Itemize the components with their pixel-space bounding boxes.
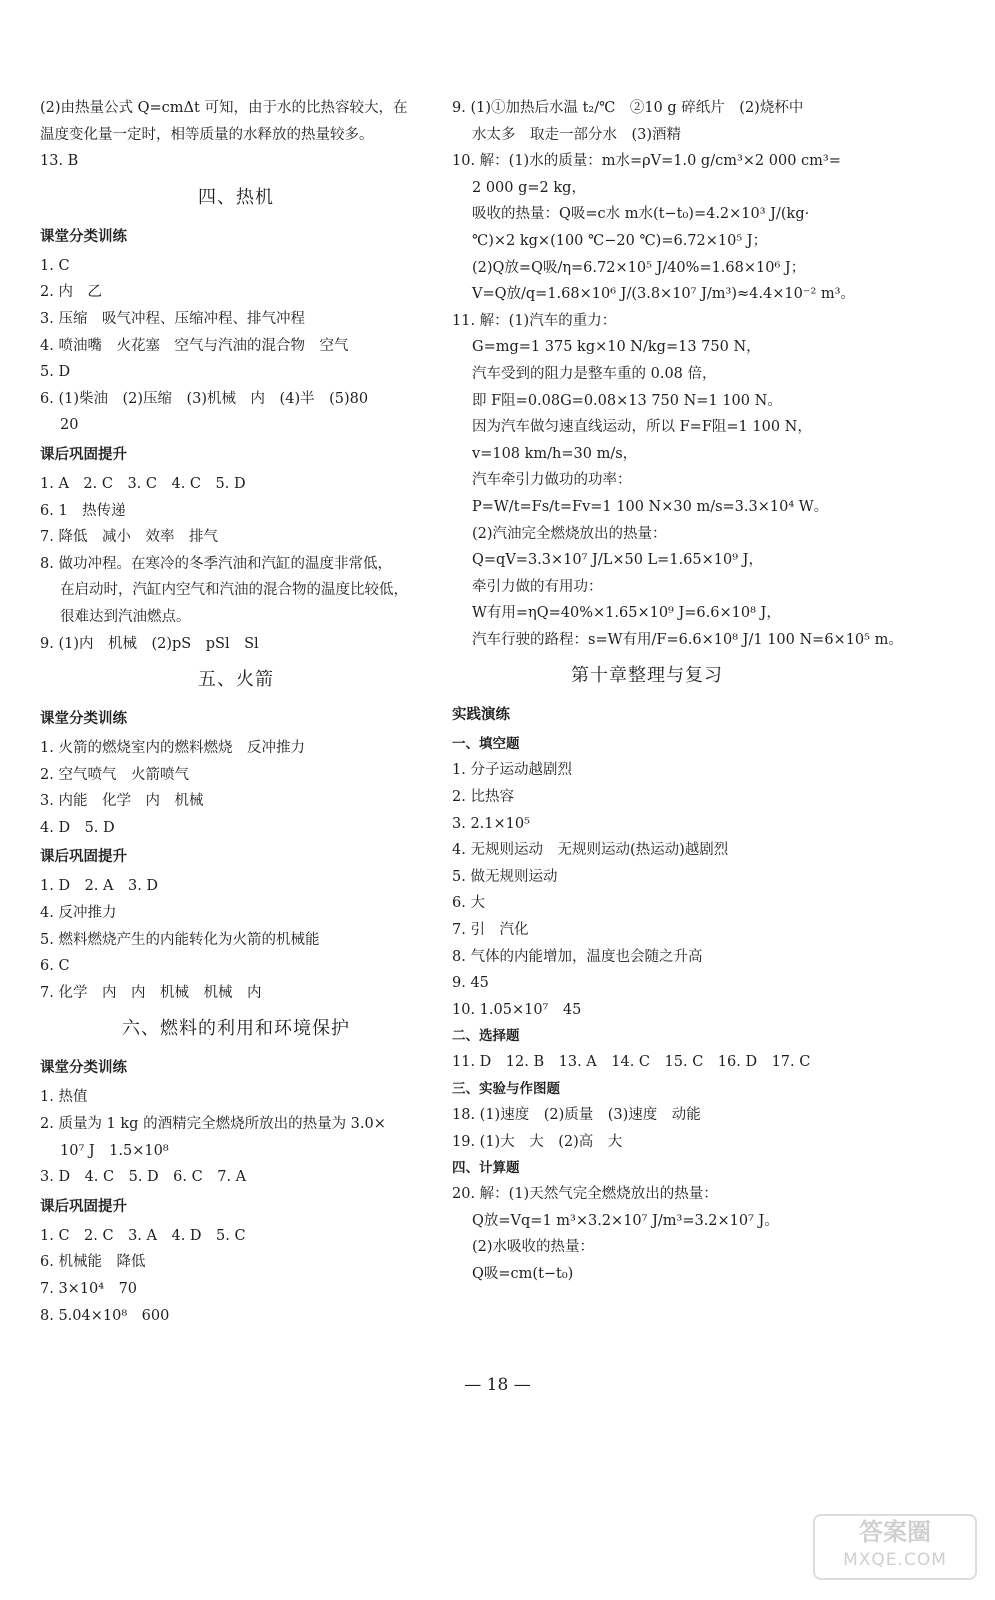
answer-line: 1. 热值 [40, 1089, 88, 1106]
answer-line: 8. 5.04×10⁸ 600 [40, 1307, 170, 1324]
answer-line: 6. 大 [452, 895, 485, 912]
answer-line: (2)由热量公式 Q=cmΔt 可知，由于水的比热容较大，在 [40, 100, 408, 116]
page-number: — 18 — [464, 1375, 531, 1395]
answer-line: 4. D 5. D [40, 819, 115, 836]
section-title: 第十章整理与复习 [571, 665, 723, 687]
answer-line: 6. C [40, 958, 70, 975]
answer-line: 2. 比热容 [452, 789, 514, 806]
answer-line-continued: V=Q放/q=1.68×10⁶ J/(3.8×10⁷ J/m³)≈4.4×10⁻² m³。 [472, 286, 855, 303]
answer-line-continued: 因为汽车做匀速直线运动，所以 F=F阻=1 100 N， [472, 419, 812, 436]
watermark-url: MXQE.COM [843, 1550, 947, 1570]
answer-line-continued: Q吸=cm(t−t₀) [472, 1265, 574, 1282]
answer-line-continued: 即 F阻=0.08G=0.08×13 750 N=1 100 N。 [472, 392, 782, 409]
subsection-title: 课堂分类训练 [40, 1060, 127, 1077]
question-group-title: 三、实验与作图题 [452, 1081, 560, 1097]
answer-line: 3. D 4. C 5. D 6. C 7. A [40, 1169, 247, 1186]
answer-line: 9. 45 [452, 975, 489, 992]
answer-line: 3. 2.1×10⁵ [452, 815, 530, 832]
answer-line: 4. 无规则运动 无规则运动(热运动)越剧烈 [452, 842, 729, 859]
answer-line-continued: 很难达到汽油燃点。 [60, 608, 191, 625]
answer-line-continued: v=108 km/h=30 m/s， [472, 445, 638, 462]
subsection-title: 课后巩固提升 [40, 446, 127, 463]
answer-line: 1. A 2. C 3. C 4. C 5. D [40, 475, 246, 492]
answer-line: 8. 气体的内能增加，温度也会随之升高 [452, 948, 703, 965]
answer-line-continued: Q放=Vq=1 m³×3.2×10⁷ J/m³=3.2×10⁷ J。 [472, 1212, 779, 1229]
answer-line-continued: Q=qV=3.3×10⁷ J/L×50 L=1.65×10⁹ J， [472, 552, 763, 569]
answer-line: 19. (1)大 大 (2)高 大 [452, 1133, 623, 1150]
subsection-title: 实践演练 [452, 707, 510, 724]
subsection-title: 课堂分类训练 [40, 228, 127, 245]
question-group-title: 一、填空题 [452, 736, 520, 753]
answer-line: 2. 质量为 1 kg 的酒精完全燃烧所放出的热量为 3.0× [40, 1116, 386, 1133]
answer-line-continued: P=W/t=Fs/t=Fv=1 100 N×30 m/s=3.3×10⁴ W。 [472, 498, 829, 515]
subsection-title: 课后巩固提升 [40, 1198, 127, 1215]
answer-line: 8. 做功冲程。在寒冷的冬季汽油和汽缸的温度非常低， [40, 555, 392, 572]
answer-line: 6. (1)柴油 (2)压缩 (3)机械 内 (4)半 (5)80 [40, 390, 369, 407]
answer-line: 10. 1.05×10⁷ 45 [452, 1001, 582, 1018]
answer-line: 6. 1 热传递 [40, 502, 126, 519]
section-title: 四、热机 [198, 186, 274, 208]
answer-line: 13. B [40, 153, 79, 170]
answer-line: 11. D 12. B 13. A 14. C 15. C 16. D 17. C [452, 1054, 811, 1071]
answer-line-continued: 汽车牵引力做功的功率： [472, 472, 632, 489]
answer-line-continued: 汽车受到的阻力是整车重的 0.08 倍， [472, 365, 717, 382]
answer-line: 9. (1)内 机械 (2)pS pSl Sl [40, 635, 259, 652]
answer-line-continued: W有用=ηQ=40%×1.65×10⁹ J=6.6×10⁸ J， [472, 605, 781, 622]
answer-line: 20. 解：(1)天然气完全燃烧放出的热量： [452, 1186, 718, 1203]
answer-line-continued: 牵引力做的有用功： [472, 578, 603, 595]
answer-line: 10. 解：(1)水的质量：m水=ρV=1.0 g/cm³×2 000 cm³= [452, 153, 841, 170]
answer-line: 5. D [40, 364, 71, 381]
answer-line: 1. D 2. A 3. D [40, 878, 159, 895]
answer-line-continued: 在启动时，汽缸内空气和汽油的混合物的温度比较低， [60, 582, 408, 599]
answer-line: 5. 做无规则运动 [452, 868, 558, 885]
answer-line: 5. 燃料燃烧产生的内能转化为火箭的机械能 [40, 931, 320, 948]
answer-line: 6. 机械能 降低 [40, 1254, 146, 1271]
answer-line: 7. 降低 减小 效率 排气 [40, 529, 218, 546]
answer-line: 2. 空气喷气 火箭喷气 [40, 766, 189, 783]
answer-line: 7. 化学 内 内 机械 机械 内 [40, 984, 262, 1001]
question-group-title: 四、计算题 [452, 1160, 520, 1177]
answer-line: 4. 反冲推力 [40, 905, 117, 922]
answer-line: 2. 内 乙 [40, 284, 102, 301]
answer-line: 1. 分子运动越剧烈 [452, 762, 572, 779]
answer-line-continued: (2)水吸收的热量： [472, 1239, 595, 1256]
subsection-title: 课后巩固提升 [40, 849, 127, 866]
watermark-text: 答案圈 [859, 1518, 931, 1546]
right-column [452, 95, 903, 1288]
answer-line: 4. 喷油嘴 火花塞 空气与汽油的混合物 空气 [40, 337, 349, 354]
answer-line-continued: (2)Q放=Q吸/η=6.72×10⁵ J/40%=1.68×10⁶ J； [472, 259, 806, 276]
subsection-title: 课堂分类训练 [40, 711, 127, 728]
answer-line-continued: 汽车行驶的路程：s=W有用/F=6.6×10⁸ J/1 100 N=6×10⁵ m。 [472, 631, 903, 648]
answer-line: 18. (1)速度 (2)质量 (3)速度 动能 [452, 1107, 701, 1123]
answer-line-continued: G=mg=1 375 kg×10 N/kg=13 750 N， [472, 339, 761, 356]
answer-line: 1. C [40, 257, 70, 274]
watermark-logo [813, 1514, 977, 1580]
section-title: 五、火箭 [198, 669, 274, 691]
left-column [40, 95, 432, 1329]
answer-line-continued: 吸收的热量：Q吸=c水 m水(t−t₀)=4.2×10³ J/(kg· [472, 206, 810, 223]
answer-line: 11. 解：(1)汽车的重力： [452, 312, 617, 329]
answer-line: 9. (1)①加热后水温 t₂/℃ ②10 g 碎纸片 (2)烧杯中 [452, 100, 804, 116]
answer-line-continued: (2)汽油完全燃烧放出的热量： [472, 525, 667, 542]
answer-line: 7. 引 汽化 [452, 922, 529, 939]
section-title: 六、燃料的利用和环境保护 [122, 1018, 350, 1040]
answer-line-continued: 2 000 g=2 kg， [472, 179, 586, 196]
answer-line: 3. 压缩 吸气冲程、压缩冲程、排气冲程 [40, 310, 305, 327]
answer-line: 温度变化量一定时，相等质量的水释放的热量较多。 [40, 126, 374, 143]
answer-line: 1. C 2. C 3. A 4. D 5. C [40, 1227, 246, 1244]
answer-line: 7. 3×10⁴ 70 [40, 1281, 138, 1297]
answer-line: 1. 火箭的燃烧室内的燃料燃烧 反冲推力 [40, 740, 305, 757]
answer-line-continued: 10⁷ J 1.5×10⁸ [60, 1142, 169, 1159]
answer-line-continued: 水太多 取走一部分水 (3)酒精 [472, 126, 682, 143]
question-group-title: 二、选择题 [452, 1028, 520, 1045]
answer-line-continued: 20 [60, 417, 79, 434]
answer-line-continued: ℃)×2 kg×(100 ℃−20 ℃)=6.72×10⁵ J； [472, 232, 768, 249]
answer-line: 3. 内能 化学 内 机械 [40, 793, 204, 810]
